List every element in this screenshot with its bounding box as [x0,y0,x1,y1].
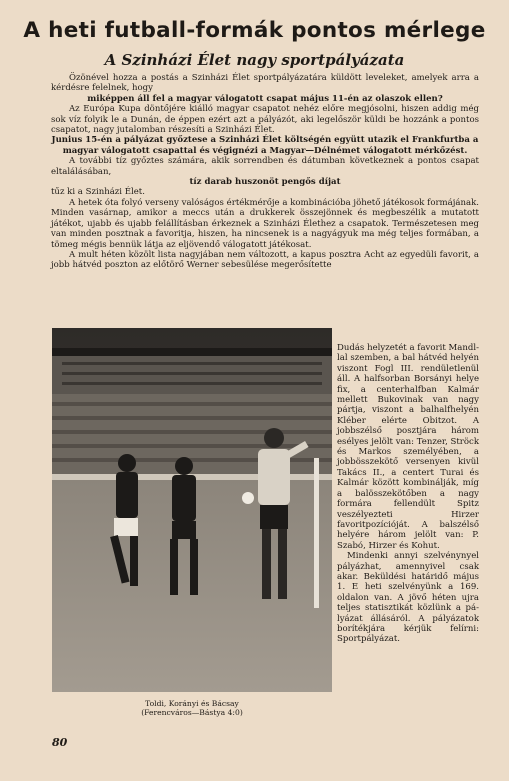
football-match-photo [52,328,332,692]
side-paragraph-rules: Mindenki annyi szelvénynyel pályázhat, amennyivel csak akar. Beküldési határidő május 1. E heti szelvényünk a 169. oldalon van. A jövő héten ujra teljes statisztikát közlünk a pályázat állásáról. A pályázatok borítékjára kérjük felírni: Sportpályázat. [337,551,479,645]
contest-question: miképpen áll fel a magyar válogatott csapat május 11-én az olaszok ellen? [87,93,443,104]
caption-line-2: (Ferencváros—Bástya 4:0) [141,708,243,718]
article-subtitle: A Szinházi Élet nagy sportpályázata [104,51,405,69]
match-photo-illustration [52,328,332,692]
paragraph-winners-end: tűz ki a Szinházi Élet. [51,187,145,198]
paragraph-winners: A további tíz győztes számára, akik sorrendben és dátumban következnek a pontos csapat eltalálásában, [51,156,479,177]
prize-announcement: Junius 15-én a pályázat győztese a Szinházi Élet költségén együtt utazik el Frankfurtba a magyar válogatott csapattal és végignézi a Magyar—Délnémet válogatott mérkőzést. [51,135,479,156]
article-body [51,73,479,271]
side-paragraph-positions: Dudás helyzetét a favorit Mandl-lal szemben, a bal hátvéd helyén viszont Fogl III. rendületlenül áll. A halfsorban Borsányi helye fix, a centerhalfban Kalmár mellett Bukovinak van nagy pártja, viszont a balhalfhelyén Kléber elérte Obitzot. A jobbszélső posztjára három esélyes jelölt van: Tenzer, Ströck és Markos személyében, a jobbösszekötő versenyen kivül Takács II., a centert Turai és Kalmár között kombinálják, míg a balösszekötőben a nagy formára fellendült Spitz veszélyezteti Hirzer favoritpozícióját. A balszélső helyére három jelölt van: P. Szabó, Hirzer és Kohut. [337,343,479,551]
intro-paragraph: Özönével hozza a postás a Szinházi Élet sportpályázatára küldött leveleket, amelyek arra a kérdésre felelnek, hogy [51,73,479,94]
paragraph-europa-kupa: Az Európa Kupa döntőjére kiálló magyar csapatot nehéz előre megjósolni, hiszen addig még sok víz folyik le a Dunán, de éppen ezért azt a pályázót, aki legelőször küldi be hozzánk a pontos csapatot, nagy jutalomban részesíti a Szinházi Élet. [51,104,479,136]
prize-amount: tíz darab huszonöt pengős díjat [189,177,341,188]
photo-caption [52,699,332,718]
paragraph-form: A hetek óta folyó verseny valóságos értékmérője a kombinációba jöhető játékosok formájának. Minden vasárnap, amikor a meccs után a drukkerek összejönnek és megbeszélik a mutatott játékot, ujabb és ujabb felállításban érkeznek a Szinházi Élethez a csapatok. Természetesen meg van minden posztnak a favoritja, hiszen, ha nincsenek is a nagyágyuk ma még teljes formában, a tömeg mégis bennük látja az eljövendő válogatott játékosat. [51,197,479,250]
caption-line-1: Toldi, Korányi és Bácsay [145,699,239,708]
side-column [337,343,479,645]
paragraph-list: A mult héten közölt lista nagyjában nem változott, a kapus posztra Acht az egyedüli favorit, a jobb hátvéd poszton az előtörő Werner sebesülése megerősítette [51,249,479,271]
page-number: 80 [52,736,68,749]
article-title: A heti futball-formák pontos mérlege [23,18,486,43]
